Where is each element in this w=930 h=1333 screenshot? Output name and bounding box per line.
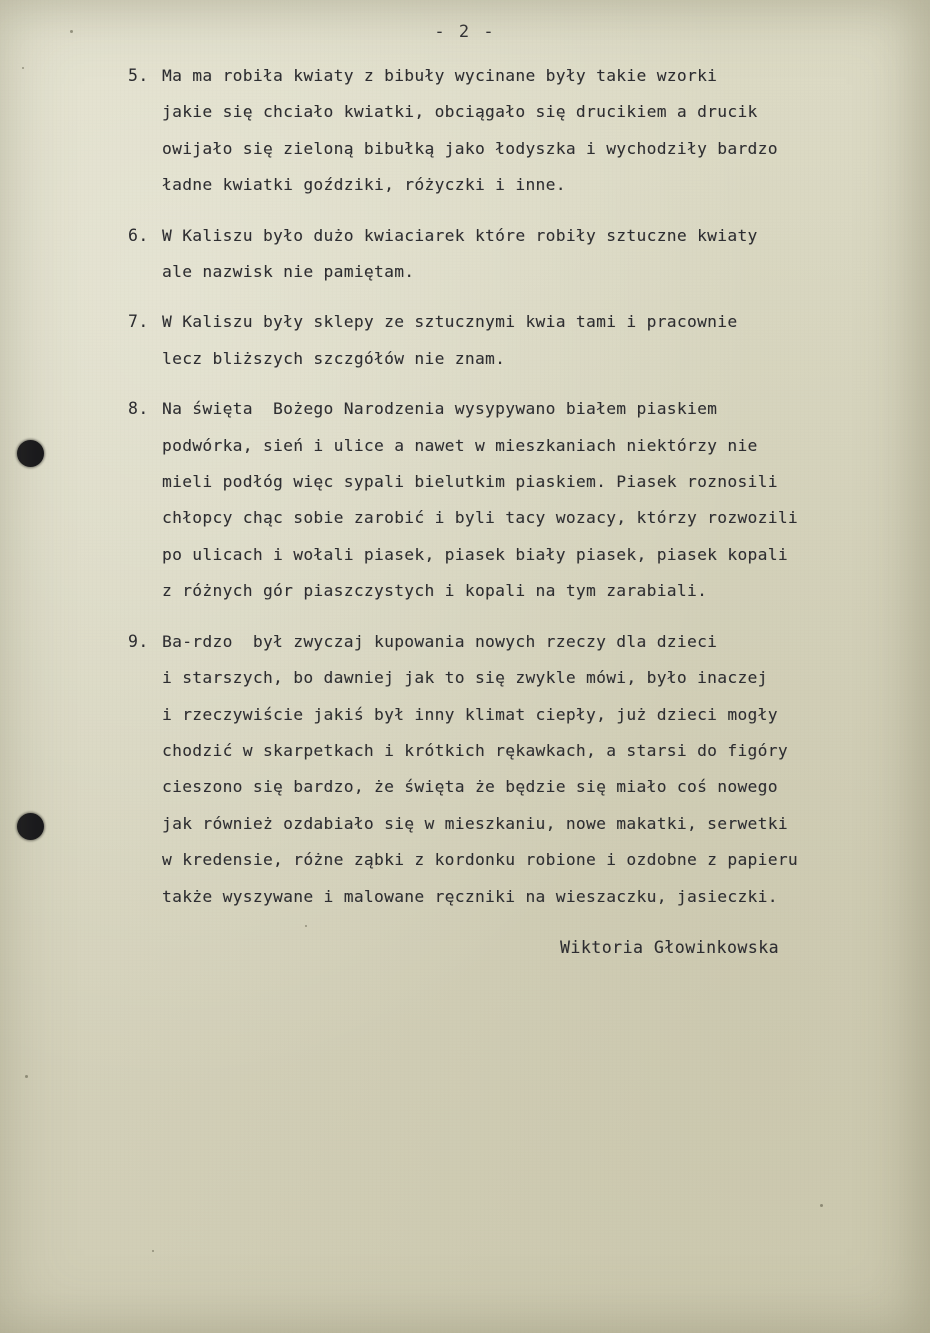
text-line: z różnych gór piaszczystych i kopali na tym zarabiali. bbox=[162, 581, 708, 601]
paper-speck bbox=[820, 1204, 823, 1207]
punch-hole-bottom bbox=[17, 813, 44, 840]
text-line: ale nazwisk nie pamiętam. bbox=[162, 262, 415, 282]
text-line: po ulicach i wołali piasek, piasek biały piasek, piasek kopali bbox=[162, 544, 788, 564]
page-number: - 2 - bbox=[434, 22, 496, 42]
text-line: Ma ma robiła kwiaty z bibuły wycinane były takie wzorki bbox=[162, 66, 718, 85]
text-line: W Kaliszu było dużo kwiaciarek które robiły sztuczne kwiaty bbox=[162, 225, 758, 245]
text-line: w kredensie, różne ząbki z kordonku robione i ozdobne z papieru bbox=[162, 850, 799, 870]
text-line: i rzeczywiście jakiś był inny klimat ciepły, już dzieci mogły bbox=[162, 704, 778, 724]
paper-speck bbox=[70, 30, 73, 33]
text-line: W Kaliszu były sklepy ze sztucznymi kwia tami i pracownie bbox=[162, 312, 738, 332]
text-line: chodzić w skarpetkach i krótkich rękawkach, a starsi do figóry bbox=[162, 740, 788, 760]
paragraph-lines bbox=[162, 304, 918, 377]
paper-speck bbox=[152, 1250, 154, 1252]
paragraph-lines bbox=[162, 58, 918, 204]
numbered-paragraph bbox=[128, 391, 918, 609]
numbered-paragraph bbox=[128, 58, 918, 204]
paper-speck bbox=[22, 67, 24, 69]
paragraph-lines bbox=[162, 391, 918, 609]
paper-speck bbox=[25, 1075, 28, 1078]
paragraph-lines bbox=[162, 218, 918, 291]
signature: Wiktoria Głowinkowska bbox=[560, 938, 780, 957]
paragraph-lines bbox=[162, 624, 918, 915]
paragraph-marker: 8. bbox=[128, 399, 149, 419]
text-line: podwórka, sień i ulice a nawet w mieszkaniach niektórzy nie bbox=[162, 435, 758, 455]
text-line: cieszono się bardzo, że święta że będzie się miało coś nowego bbox=[162, 777, 778, 797]
numbered-paragraph bbox=[128, 304, 918, 377]
paragraph-marker: 7. bbox=[128, 312, 149, 332]
text-line: Na święta Bożego Narodzenia wysypywano białem piaskiem bbox=[162, 399, 718, 419]
text-line: mieli podłóg więc sypali bielutkim piaskiem. Piasek roznosili bbox=[162, 472, 778, 492]
paper-speck bbox=[305, 925, 307, 927]
paragraph-marker: 5. bbox=[128, 66, 149, 85]
punch-hole-top bbox=[17, 440, 44, 467]
numbered-paragraph bbox=[128, 624, 918, 915]
text-line: także wyszywane i malowane ręczniki na wieszaczku, jasieczki. bbox=[162, 886, 778, 906]
document-body bbox=[128, 58, 918, 929]
paragraph-marker: 9. bbox=[128, 631, 149, 651]
text-line: Ba-rdzo był zwyczaj kupowania nowych rzeczy dla dzieci bbox=[162, 631, 718, 651]
numbered-paragraph bbox=[128, 218, 918, 291]
paragraph-marker: 6. bbox=[128, 225, 149, 245]
text-line: i starszych, bo dawniej jak to się zwykle mówi, było inaczej bbox=[162, 668, 768, 688]
text-line: owijało się zieloną bibułką jako łodyszka i wychodziły bardzo bbox=[162, 138, 778, 158]
text-line: lecz bliższych szczgółów nie znam. bbox=[162, 348, 506, 368]
text-line: chłopcy chąc sobie zarobić i byli tacy wozacy, którzy rozwozili bbox=[162, 508, 799, 528]
text-line: jak również ozdabiało się w mieszkaniu, nowe makatki, serwetki bbox=[162, 813, 788, 833]
text-line: ładne kwiatki goździki, różyczki i inne. bbox=[162, 175, 566, 195]
text-line: jakie się chciało kwiatki, obciągało się drucikiem a drucik bbox=[162, 102, 758, 122]
